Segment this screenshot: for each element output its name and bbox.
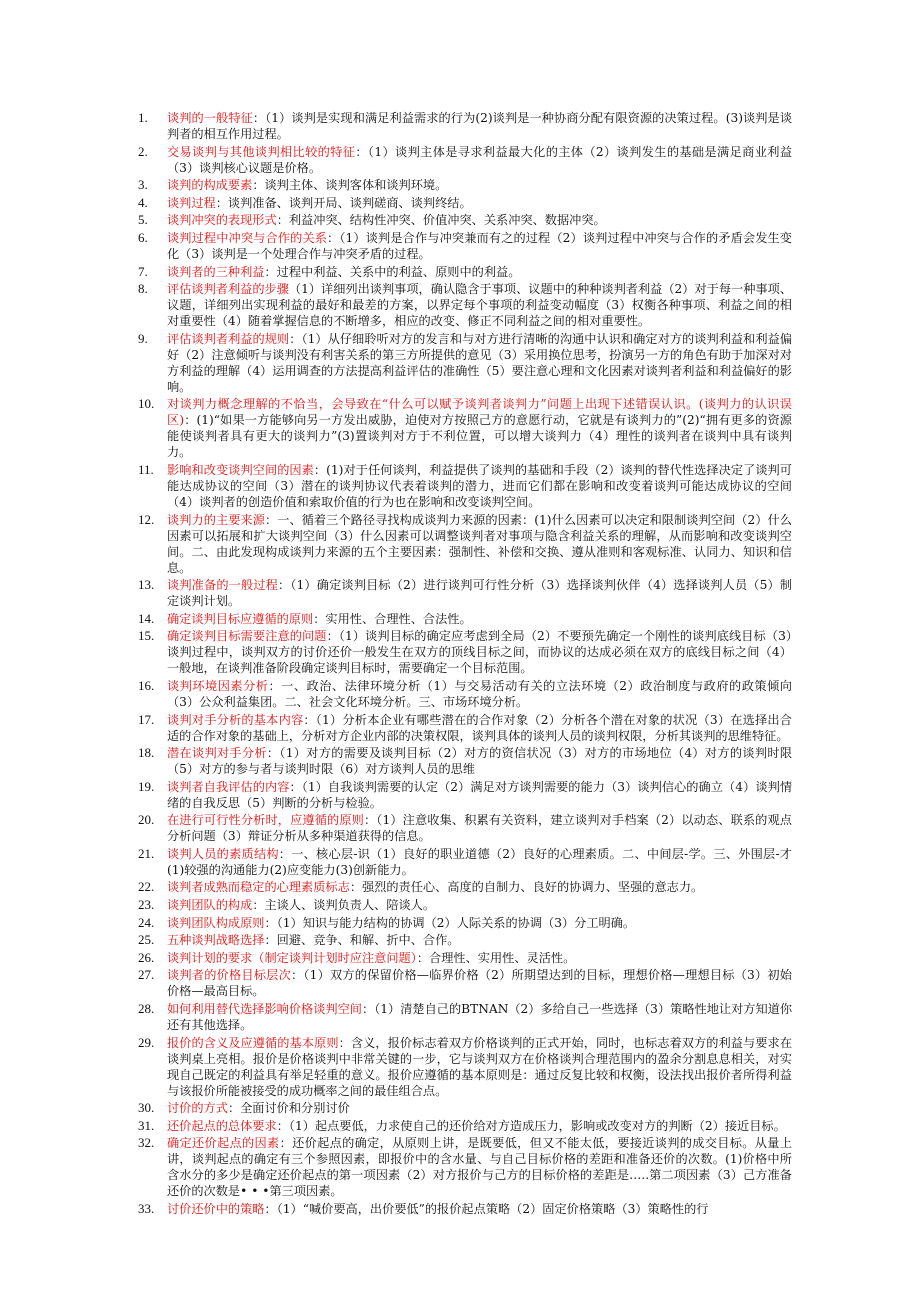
item-number: 22. xyxy=(138,879,155,895)
item-number: 17. xyxy=(138,711,155,727)
item-number: 8. xyxy=(138,281,148,297)
item-number: 3. xyxy=(138,177,148,193)
list-item xyxy=(138,779,792,811)
list-item xyxy=(138,144,792,176)
item-number: 28. xyxy=(138,1001,155,1017)
list-item xyxy=(138,264,792,280)
item-title: 谈判者的三种利益 xyxy=(167,264,265,279)
item-body: ：一、循着三个路径寻找构成谈判力来源的因素：(1)什么因素可以决定和限制谈判空间（2）什么因素可以拓展和扩大谈判空间（3）什么因素可以调整谈判者对事项与隐含利益关系的理解，从而影响和改变谈判空间。二、由此发现构成谈判力来源的五个主要因素：强制性、补偿和交换、遵从准则和客观标准、认同力、知识和信息。 xyxy=(167,512,792,575)
item-title: 谈判人员的素质结构 xyxy=(167,846,279,861)
item-body: ：全面讨价和分别讨价 xyxy=(227,1101,350,1116)
item-title: 交易谈判与其他谈判相比较的特征 xyxy=(167,144,356,159)
item-body: ：(1)对于任何谈判，利益提供了谈判的基础和手段（2）谈判的替代性选择决定了谈判可能达成协议的空间（3）潜在的谈判协议代表着谈判的潜力，进而它们都在影响和改变着谈判可能达成协议的空间（4）谈判者的创造价值和索取价值的行为也在影响和改变谈判空间。 xyxy=(167,462,792,509)
numbered-list xyxy=(138,110,792,1217)
item-title: 谈判者成熟而稳定的心理素质标志 xyxy=(167,880,350,895)
list-item xyxy=(138,745,792,777)
item-number: 20. xyxy=(138,812,155,828)
item-title: 谈判过程 xyxy=(167,195,216,210)
item-body: ：利益冲突、结构性冲突、价值冲突、关系冲突、数据冲突。 xyxy=(276,213,606,228)
item-number: 1. xyxy=(138,110,148,125)
item-title: 谈判的构成要素 xyxy=(167,178,253,193)
item-body: ：强烈的责任心、高度的自制力、良好的协调力、坚强的意志力。 xyxy=(349,880,704,895)
item-number: 12. xyxy=(138,511,155,527)
item-body: ：(1)“如果一方能够向另一方发出威胁，迫使对方按照己方的意愿行动，它就是有谈判力的”(2)“拥有更多的资源能使谈判者具有更大的谈判力”(3)置谈判对方于不利位置，可以增大谈判力（4）理性的谈判者在谈判中具有谈判力。 xyxy=(167,413,792,460)
item-title: 确定谈判目标应遵循的原则 xyxy=(167,611,314,626)
list-item xyxy=(138,950,792,966)
item-number: 11. xyxy=(138,461,154,477)
item-title: 谈判过程中冲突与合作的关系 xyxy=(167,230,328,245)
list-item xyxy=(138,678,792,710)
item-title: 影响和改变谈判空间的因素 xyxy=(167,462,314,477)
item-title: 谈判团队构成原则 xyxy=(167,915,265,930)
list-item xyxy=(138,812,792,844)
item-body: ：过程中利益、关系中的利益、原则中的利益。 xyxy=(264,264,521,279)
item-body: ：谈判主体、谈判客体和谈判环境。 xyxy=(252,178,448,193)
item-number: 6. xyxy=(138,229,148,245)
item-title: 谈判的一般特征 xyxy=(167,111,253,125)
item-number: 14. xyxy=(138,610,155,626)
item-number: 9. xyxy=(138,330,148,346)
item-body: ：（1）“喊价要高，出价要低”的报价起点策略（2）固定价格策略（3）策略性的行 xyxy=(264,1202,709,1216)
item-body: ：（1）从仔细聆听对方的发言和与对方进行清晰的沟通中认识和确定对方的谈判利益和利益偏好（2）注意倾听与谈判没有利害关系的第三方所提供的意见（3）采用换位思考，扮演另一方的角色有助于加深对对方利益的理解（4）运用调查的方法提高利益评估的准确性（5）要注意心理和文化因素对谈判者利益和利益偏好的影响。 xyxy=(167,331,793,394)
item-body: ：（1）清楚自己的BTNAN（2）多给自己一些选择（3）策略性地让对方知道你还有其他选择。 xyxy=(167,1002,793,1033)
list-item xyxy=(138,915,792,931)
item-title: 谈判者自我评估的内容 xyxy=(167,779,290,794)
item-number: 15. xyxy=(138,628,155,644)
list-item xyxy=(138,512,792,576)
item-number: 16. xyxy=(138,677,155,693)
item-body: ：（1）谈判是合作与冲突兼而有之的过程（2）谈判过程中冲突与合作的矛盾会发生变化（3）谈判是一个处理合作与冲突矛盾的过程。 xyxy=(167,230,792,261)
item-number: 31. xyxy=(138,1117,155,1133)
item-title: 五种谈判战略选择 xyxy=(167,933,265,948)
item-title: 在进行可行性分析时，应遵循的原则 xyxy=(167,813,364,828)
item-body: ：合理性、实用性、灵活性。 xyxy=(416,950,576,965)
item-body: ：（1）起点要低，力求使自己的还价给对方造成压力，影响或改变对方的判断（2）接近目标。 xyxy=(276,1118,786,1133)
item-body: ：还价起点的确定，从原则上讲，是既要低，但又不能太低，要接近谈判的成交目标。从量上讲，谈判起点的确定有三个参照因素，即报价中的含水量、与自己目标价格的差距和准备还价的次数。(1)价格中所含水分的多少是确定还价起点的第一项因素（2）对方报价与己方的目标价格的差距是…..第二项因素（3）己方准备还价的次数是• • •第三项因素。 xyxy=(167,1136,793,1199)
item-body: ：（1）谈判目标的确定应考虑到全局（2）不要预先确定一个刚性的谈判底线目标（3）谈判过程中，谈判双方的讨价还价一般发生在双方的顶线目标之间，而协议的达成必须在双方的底线目标之间（4）一般地，在谈判准备阶段确定谈判目标时，需要确定一个目标范围。 xyxy=(167,629,792,676)
item-number: 26. xyxy=(138,949,155,965)
list-item xyxy=(138,462,792,510)
item-number: 10. xyxy=(138,396,155,412)
item-title: 谈判计划的要求（制定谈判计划时应注意问题） xyxy=(167,950,417,965)
list-item xyxy=(138,230,792,262)
list-item xyxy=(138,195,792,211)
item-title: 如何利用替代选择影响价格谈判空间 xyxy=(167,1002,362,1017)
item-number: 25. xyxy=(138,932,155,948)
item-number: 4. xyxy=(138,194,148,210)
list-item xyxy=(138,1201,792,1217)
item-number: 19. xyxy=(138,778,155,794)
list-item xyxy=(138,932,792,948)
item-title: 谈判冲突的表现形式 xyxy=(167,213,277,228)
list-item xyxy=(138,577,792,609)
item-body: ：（1）知识与能力结构的协调（2）人际关系的协调（3）分工明确。 xyxy=(264,915,636,930)
list-item xyxy=(138,879,792,895)
item-number: 23. xyxy=(138,897,155,913)
list-item xyxy=(138,212,792,228)
item-body: ：（1）注意收集、积累有关资料，建立谈判对手档案（2）以动态、联系的观点分析问题（3）辩证分析从多种渠道获得的信息。 xyxy=(167,813,792,844)
list-item xyxy=(138,611,792,627)
list-item xyxy=(138,110,792,142)
item-title: 报价的含义及应遵循的基本原则 xyxy=(167,1035,339,1050)
item-body: ：（1）双方的保留价格—临界价格（2）所期望达到的目标，理想价格—理想目标（3）初始价格—最高目标。 xyxy=(167,968,792,999)
item-body: ：一、政治、法律环境分析（1）与交易活动有关的立法环境（2）政治制度与政府的政策倾向（3）公众利益集团。二、社会文化环境分析。三、市场环境分析。 xyxy=(167,678,792,709)
list-item xyxy=(138,628,792,676)
item-number: 5. xyxy=(138,212,148,228)
item-number: 27. xyxy=(138,967,155,983)
item-number: 18. xyxy=(138,745,155,761)
list-item xyxy=(138,1001,792,1033)
item-body: ：（1）确定谈判目标（2）进行谈判可行性分析（3）选择谈判伙伴（4）选择谈判人员（5）制定谈判计划。 xyxy=(167,578,793,609)
list-item xyxy=(138,396,792,460)
item-number: 30. xyxy=(138,1100,155,1116)
list-item xyxy=(138,712,792,744)
item-number: 2. xyxy=(138,143,148,159)
item-title: 对谈判力概念理解的不恰当，会导致在“什么可以赋予谈判者谈判力”问题上出现下述错误认识。(谈判力的认识误区) xyxy=(167,397,792,428)
item-body: ：实用性、合理性、合法性。 xyxy=(313,611,472,626)
list-item xyxy=(138,1100,792,1116)
item-number: 7. xyxy=(138,263,148,279)
item-title: 评估谈判者利益的规则 xyxy=(167,331,290,346)
list-item xyxy=(138,281,792,329)
list-item xyxy=(138,967,792,999)
item-number: 32. xyxy=(138,1135,155,1151)
item-body: ：（1）分析本企业有哪些潜在的合作对象（2）分析各个潜在对象的状况（3）在选择出合适的合作对象的基础上，分析对方企业内部的决策权限，谈判具体的谈判人员的谈判权限，分析其谈判的思维特征。 xyxy=(167,712,792,743)
item-title: 谈判对手分析的基本内容 xyxy=(167,712,304,727)
item-title: 讨价的方式 xyxy=(167,1101,228,1116)
item-title: 讨价还价中的策略 xyxy=(167,1202,265,1216)
item-body: ：（1）自我谈判需要的认定（2）满足对方谈判需要的能力（3）谈判信心的确立（4）谈判情绪的自我反思（5）判断的分析与检验。 xyxy=(167,779,793,810)
list-item xyxy=(138,1035,792,1099)
item-body: ：（1）谈判主体是寻求利益最大化的主体（2）谈判发生的基础是满足商业利益（3）谈判核心议题是价格。 xyxy=(167,144,792,175)
item-number: 29. xyxy=(138,1034,155,1050)
list-item xyxy=(138,846,792,878)
item-body: ：谈判准备、谈判开局、谈判磋商、谈判终结。 xyxy=(215,195,472,210)
item-body: （1）详细列出谈判事项，确认隐含于事项、议题中的种种谈判者利益（2）对于每一种事项、议题，详细列出实现利益的最好和最差的方案，以界定每个事项的利益变动幅度（3）权衡各种事项、利益之间的相对重要性（4）随着掌握信息的不断增多，相应的改变、修正不同利益之间的相对重要性。 xyxy=(167,282,793,329)
item-title: 谈判者的价格目标层次 xyxy=(167,968,291,983)
list-item xyxy=(138,1135,792,1199)
item-title: 评估谈判者利益的步骤 xyxy=(167,282,289,297)
item-number: 21. xyxy=(138,845,155,861)
item-body: ：回避、竞争、和解、折中、合作。 xyxy=(264,933,460,948)
item-number: 24. xyxy=(138,914,155,930)
item-title: 确定谈判目标需要注意的问题 xyxy=(167,629,327,644)
item-title: 潜在谈判对手分析 xyxy=(167,746,267,761)
item-number: 33. xyxy=(138,1201,155,1216)
item-body: ：（1）谈判是实现和满足利益需求的行为(2)谈判是一种协商分配有限资源的决策过程。(3)谈判是谈判者的相互作用过程。 xyxy=(167,111,793,141)
list-item xyxy=(138,177,792,193)
item-body: ：一、核心层-识（1）良好的职业道德（2）良好的心理素质。二、中间层-学。三、外围层-才(1)较强的沟通能力(2)应变能力(3)创新能力。 xyxy=(167,846,792,877)
list-item xyxy=(138,331,792,395)
item-title: 谈判准备的一般过程 xyxy=(167,578,278,593)
list-item xyxy=(138,1118,792,1134)
item-title: 还价起点的总体要求 xyxy=(167,1118,277,1133)
item-title: 确定还价起点的因素 xyxy=(167,1136,280,1151)
item-body: ：（1）对方的需要及谈判目标（2）对方的资信状况（3）对方的市场地位（4）对方的谈判时限（5）对方的参与者与谈判时限（6）对方谈判人员的思维 xyxy=(167,746,793,777)
list-item xyxy=(138,897,792,913)
item-title: 谈判力的主要来源 xyxy=(167,512,265,527)
item-body: ：主谈人、谈判负责人、陪谈人。 xyxy=(252,898,436,913)
item-title: 谈判团队的构成 xyxy=(167,898,253,913)
item-title: 谈判环境因素分析 xyxy=(167,678,269,693)
item-number: 13. xyxy=(138,577,155,593)
item-body: ：含义，报价标志着双方价格谈判的正式开始，同时，也标志着双方的利益与要求在谈判桌上亮相。报价是价格谈判中非常关键的一步，它与谈判双方在价格谈判合理范围内的盈余分割息息相关，对实现自己既定的利益具有举足轻重的意义。报价应遵循的基本原则是：通过反复比较和权衡，设法找出报价者所得利益与该报价所能被接受的成功概率之间的最佳组合点。 xyxy=(167,1035,793,1098)
